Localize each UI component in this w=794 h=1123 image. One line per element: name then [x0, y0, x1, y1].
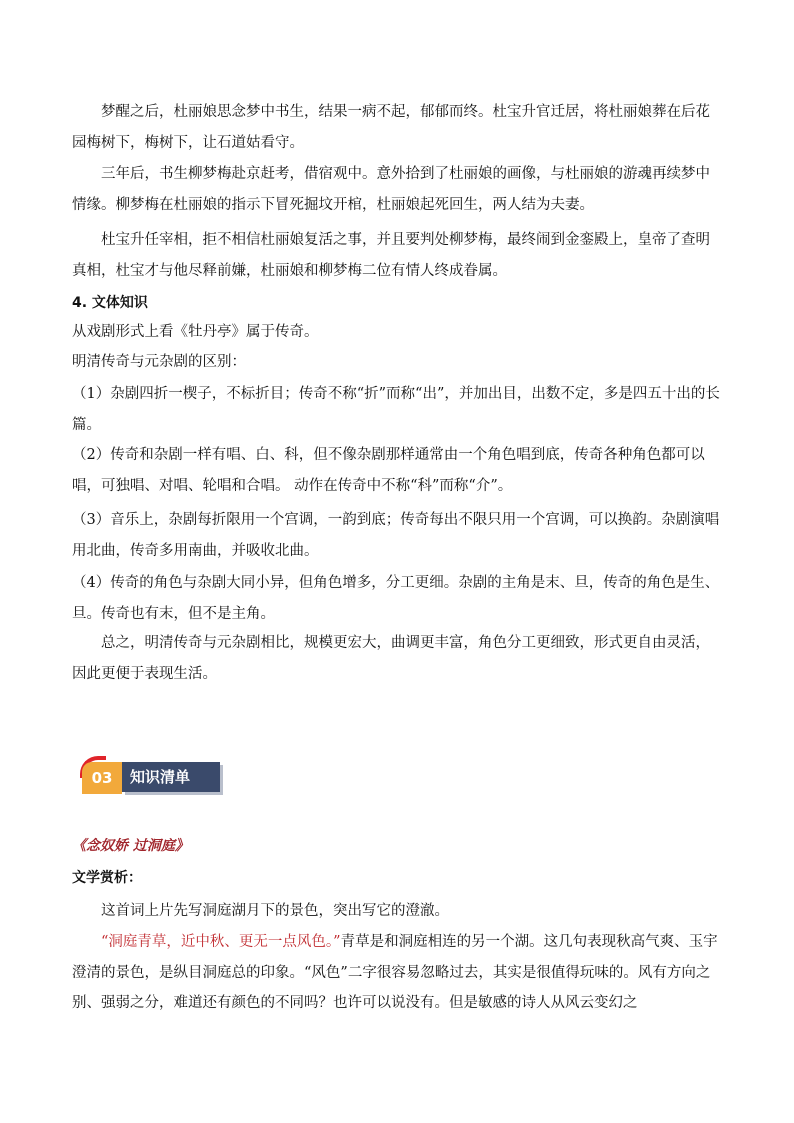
genre-heading: 4. 文体知识 — [72, 295, 148, 311]
poem-paragraph-2 — [72, 927, 724, 1019]
genre-item-2: （2）传奇和杂剧一样有唱、白、科，但不像杂剧那样通常由一个角色唱到底，传奇各种角色都可以唱，可独唱、对唱、轮唱和合唱。 动作在传奇中不称“科”而称“介”。 — [72, 447, 705, 494]
poem-paragraph-2-text: 青草是和洞庭相连的另一个湖。这几句表现秋高气爽、玉宇澄清的景色，是纵目洞庭总的印象。“风色”二字很容易忽略过去，其实是很值得玩味的。风有方向之别、强弱之分，难道还有颜色的不同吗？也许可以说没有。但是敏感的诗人从风云变幻之 — [72, 934, 718, 1011]
poem-paragraph-1: 这首词上片先写洞庭湖月下的景色，突出写它的澄澈。 — [101, 903, 449, 919]
genre-intro: 从戏剧形式上看《牡丹亭》属于传奇。 — [72, 324, 319, 340]
appreciation-label: 文学赏析： — [72, 870, 142, 886]
poem-quote: “洞庭青草，近中秋、更无一点风色。” — [101, 934, 341, 950]
section-number-badge: 03 — [82, 762, 122, 794]
story-paragraph-2: 三年后，书生柳梦梅赴京赶考，借宿观中。意外拾到了杜丽娘的画像，与杜丽娘的游魂再续梦中情缘。柳梦梅在杜丽娘的指示下冒死掘坟开棺，杜丽娘起死回生，两人结为夫妻。 — [72, 166, 710, 213]
genre-item-4: （4）传奇的角色与杂剧大同小异，但角色增多，分工更细。杂剧的主角是末、旦，传奇的角色是生、旦。传奇也有末，但不是主角。 — [72, 575, 720, 622]
poem-title: 《念奴娇 过洞庭》 — [72, 838, 189, 854]
story-paragraph-1: 梦醒之后，杜丽娘思念梦中书生，结果一病不起，郁郁而终。杜宝升官迁居，将杜丽娘葬在后花园梅树下，梅树下，让石道姑看守。 — [72, 104, 710, 151]
story-paragraph-3: 杜宝升任宰相，拒不相信杜丽娘复活之事，并且要判处柳梦梅，最终闹到金銮殿上，皇帝了查明真相，杜宝才与他尽释前嫌，杜丽娘和柳梦梅二位有情人终成眷属。 — [72, 232, 710, 279]
genre-diff-title: 明清传奇与元杂剧的区别： — [72, 354, 246, 370]
section-banner — [80, 756, 222, 796]
genre-summary: 总之，明清传奇与元杂剧相比，规模更宏大，曲调更丰富，角色分工更细致，形式更自由灵活，因此更便于表现生活。 — [72, 635, 710, 682]
genre-item-3: （3）音乐上，杂剧每折限用一个宫调，一韵到底；传奇每出不限只用一个宫调，可以换韵。杂剧演唱用北曲，传奇多用南曲，并吸收北曲。 — [72, 512, 720, 559]
genre-item-1: （1）杂剧四折一楔子，不标折目；传奇不称“折”而称“出”，并加出目，出数不定，多是四五十出的长篇。 — [72, 386, 720, 433]
section-title: 知识清单 — [122, 762, 220, 792]
